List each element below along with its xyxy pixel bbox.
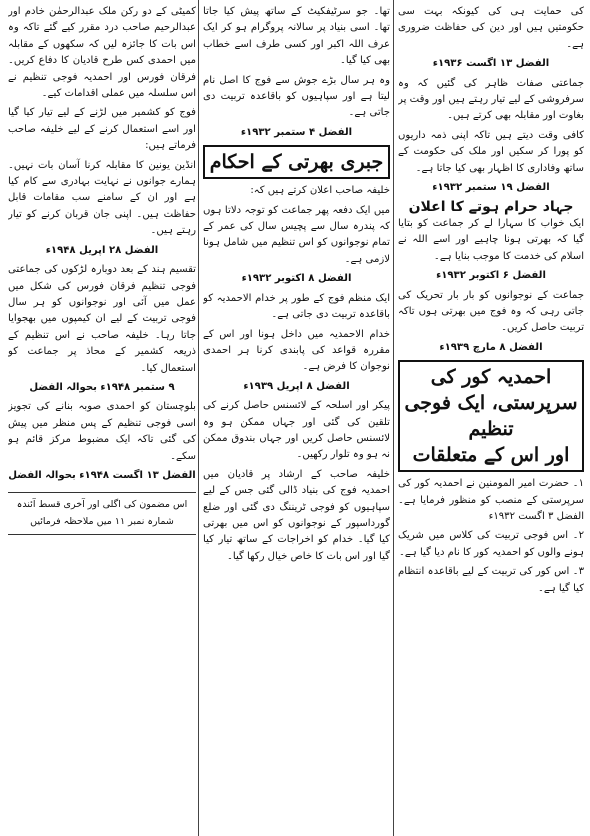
paragraph: فوج کو کشمیر میں لڑنے کے لیے تیار کیا گیا اور اسے استعمال کرنے کے لیے خلیفہ صاحب فرماتے ہیں: bbox=[8, 107, 196, 152]
paragraph: ۳۔ اس کور کی تربیت کے لیے باقاعدہ انتظام کیا گیا ہے۔ bbox=[398, 566, 584, 594]
paragraph: انڈین یونین کا مقابلہ کرنا آسان بات نہیں۔ ہمارے جوانوں نے نہایت بہادری سے کام کیا ہے اور ان کے سامنے سب مقامات قابل حفاظت ہیں۔ اپنی جان قربان کرنے کو تیار رہتے ہیں۔ bbox=[8, 159, 196, 237]
paragraph: میں ایک دفعہ پھر جماعت کو توجہ دلاتا ہوں کہ پندرہ سال سے پچیس سال کی عمر کے تمام نوجوانوں کو اس تنظیم میں شامل ہونا لازمی ہے۔ bbox=[203, 204, 390, 265]
section-heading bbox=[398, 360, 584, 472]
paragraph: ایک منظم فوج کے طور پر خدام الاحمدیہ کو باقاعدہ تربیت دی جاتی ہے۔ bbox=[203, 292, 390, 321]
citation: الفضل ۱۹ ستمبر ۱۹۳۲ء bbox=[432, 182, 550, 194]
left-column bbox=[8, 0, 196, 836]
paragraph: ۱۔ حضرت امیر المومنین نے احمدیہ کور کی سرپرستی کے منصب کو منظور فرمایا ہے۔ الفضل ۳ اگست ۱۹۳۲ء bbox=[398, 478, 584, 522]
paragraph: تھا۔ جو سرٹیفکیٹ کے ساتھ پیش کیا جاتا تھا۔ اسی بنیاد پر سالانہ پروگرام ہو کر ایک عرف اللہ اکبر اور کسی طرف اسے خطاب بھی کیا گیا۔ bbox=[203, 6, 390, 67]
middle-column bbox=[203, 0, 390, 836]
paragraph: کافی وقت دیتے ہیں تاکہ اپنی ذمہ داریوں کو پورا کر سکیں اور ملک کی حکومت کے ساتھ وفاداری کا اظہار بھی کیا جاتا ہے۔ bbox=[398, 129, 584, 174]
citation: الفضل ۱۳ اگست ۱۹۳۶ء bbox=[432, 58, 550, 70]
paragraph: جماعت کے نوجوانوں کو بار بار تحریک کی جاتی رہی کہ وہ فوج میں بھرتی ہوں تاکہ تربیت حاصل کریں۔ bbox=[398, 289, 584, 334]
citation: ۹ ستمبر ۱۹۴۸ء بحوالہ الفضل bbox=[29, 381, 175, 393]
citation: الفضل ۸ اپریل ۱۹۳۹ء bbox=[243, 380, 350, 392]
paragraph: خلیفہ صاحب اعلان کرتے ہیں کہ: bbox=[250, 185, 390, 197]
paragraph: تقسیم ہند کے بعد دوبارہ لڑکوں کی جماعتی فوجی تنظیم فرقان فورس کی شکل میں عمل میں آئی اور نوجوانوں کو ہر سال فوجی تربیت کے لیے ان کیمپوں میں بھجوایا جاتا رہا۔ خلیفہ صاحب نے اس تنظیم کے ذریعہ کشمیر کے محاذ پر جماعت کو استعمال کیا۔ bbox=[8, 264, 196, 374]
citation: الفضل ۸ مارچ ۱۹۳۹ء bbox=[439, 341, 543, 353]
paragraph: کمیٹی کے دو رکن ملک عبدالرحمٰن خادم اور عبدالرحیم صاحب درد مقرر کیے گئے تاکہ وہ اس بات کا جائزہ لیں کہ سکھوں کے مقابلہ میں احمدی کس طرح قادیان کا دفاع کریں۔ فرقان فورس اور احمدیہ فوجی تنظیم نے اس سلسلہ میں عملی اقدامات کیے۔ bbox=[8, 6, 196, 100]
paragraph: خلیفہ صاحب کے ارشاد پر قادیان میں احمدیہ فوج کی بنیاد ڈالی گئی جس کے لیے سپاہیوں کو فوجی ٹریننگ دی گئی اور ضلع گورداسپور کے نوجوانوں کو اس میں بھرتی کیا گیا۔ خدام کو اخراجات کے ساتھ تیار کیا گیا اور اس بات کا خاص خیال رکھا گیا۔ bbox=[203, 468, 390, 562]
heading-line: احمدیہ کور کی سرپرستی، ایک فوجی تنظیم bbox=[404, 366, 578, 441]
paragraph: پیکر اور اسلحہ کے لائسنس حاصل کرنے کی تلقین کی گئی اور جہاں ممکن ہو وہ لائسنس حاصل کریں اور جہاں بندوق ممکن نہ ہو وہ تلوار رکھیں۔ bbox=[203, 400, 390, 461]
paragraph: بلوچستان کو احمدی صوبہ بنانے کی تجویز اسی فوجی تنظیم کے پس منظر میں پیش کی گئی تاکہ ایک مضبوط مرکز قائم ہو سکے۔ bbox=[8, 401, 196, 462]
column-divider bbox=[198, 0, 199, 836]
paragraph: جماعتی صفات ظاہر کی گئیں کہ وہ سرفروشی کے لیے تیار رہتے ہیں اور وقت پر بغاوت اور مقابلہ بھی کرتے ہیں۔ bbox=[398, 77, 584, 122]
citation: الفضل ۴ ستمبر ۱۹۳۲ء bbox=[240, 126, 353, 138]
column-divider bbox=[393, 0, 394, 836]
citation: الفضل ۶ اکتوبر ۱۹۳۲ء bbox=[436, 270, 546, 282]
paragraph: ایک خواب کا سہارا لے کر جماعت کو بتایا گیا کہ بھرتی ہونا چاہیے اور اسے اللہ نے اسلام کی خدمت کا موجب بنایا ہے۔ bbox=[398, 217, 584, 262]
section-heading: جہاد حرام ہوتے کا اعلان bbox=[408, 199, 574, 216]
heading-line: اور اس کے متعلقات bbox=[412, 444, 570, 467]
right-column bbox=[398, 0, 584, 836]
paragraph: خدام الاحمدیہ میں داخل ہونا اور اس کے مقررہ قواعد کی پابندی کرنا ہر احمدی نوجوان کا فرض ہے۔ bbox=[203, 328, 390, 373]
citation: الفضل ۲۸ اپریل ۱۹۴۸ء bbox=[45, 244, 159, 256]
paragraph: کی حمایت ہی کی کیونکہ بہت سی حکومتیں ہیں اور دین کی حفاظت ضروری ہے۔ bbox=[398, 6, 584, 50]
paragraph: وہ ہر سال بڑے جوش سے فوج کا اصل نام لیتا ہے اور سپاہیوں کو باقاعدہ تربیت دی جاتی ہے۔ bbox=[203, 74, 390, 119]
paragraph: ۲۔ اس فوجی تربیت کی کلاس میں شریک ہونے والوں کو احمدیہ کور کا نام دیا گیا ہے۔ bbox=[398, 530, 584, 558]
citation: الفضل ۱۳ اگست ۱۹۴۸ء بحوالہ الفضل bbox=[8, 469, 196, 481]
continuation-note: اس مضمون کی اگلی اور آخری قسط آئندہ شمارہ نمبر ۱۱ میں ملاحظہ فرمائیں bbox=[8, 492, 196, 535]
citation: الفضل ۸ اکتوبر ۱۹۳۲ء bbox=[241, 273, 352, 285]
section-heading: جبری بھرتی کے احکام bbox=[203, 145, 390, 179]
